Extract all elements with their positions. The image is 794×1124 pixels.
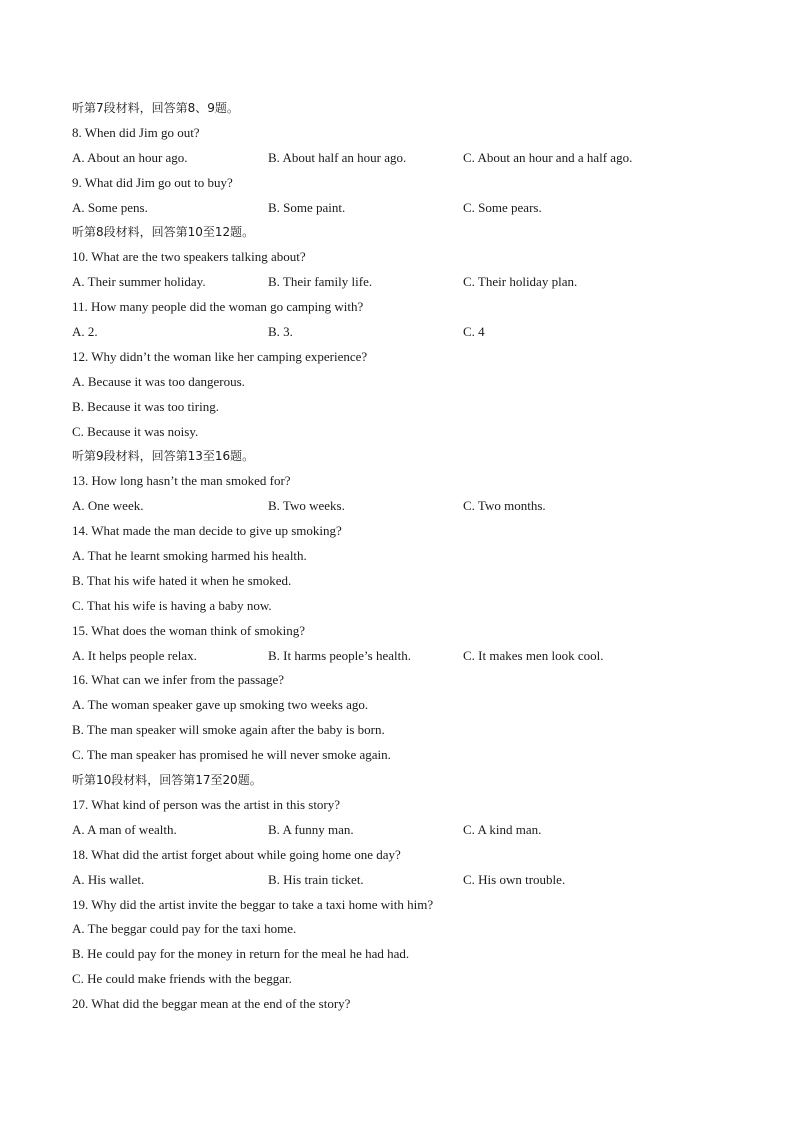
option-a: A. It helps people relax. xyxy=(72,647,197,663)
answer-option: C. The man speaker has promised he will never smoke again. xyxy=(72,747,391,763)
option-a: A. Some pens. xyxy=(72,199,148,215)
option-a: A. 2. xyxy=(72,324,98,340)
question-text: 12. Why didn’t the woman like her camping experience? xyxy=(72,348,368,364)
option-a: A. A man of wealth. xyxy=(72,821,177,837)
answer-option: B. He could pay for the money in return for the meal he had had. xyxy=(72,946,410,962)
question-text: 17. What kind of person was the artist in this story? xyxy=(72,796,341,812)
option-c: C. A kind man. xyxy=(463,821,542,837)
question-text: 20. What did the beggar mean at the end of the story? xyxy=(72,996,351,1012)
option-c: C. Their holiday plan. xyxy=(463,274,578,290)
answer-options-row xyxy=(72,818,732,843)
answer-option: B. The man speaker will smoke again after the baby is born. xyxy=(72,722,385,738)
option-a: A. Their summer holiday. xyxy=(72,274,206,290)
question-text: 11. How many people did the woman go camping with? xyxy=(72,299,364,315)
answer-option: C. That his wife is having a baby now. xyxy=(72,597,272,613)
answer-option: C. Because it was noisy. xyxy=(72,423,199,439)
question-text: 18. What did the artist forget about while going home one day? xyxy=(72,846,401,862)
answer-options-row xyxy=(72,320,732,345)
answer-option: B. That his wife hated it when he smoked. xyxy=(72,572,292,588)
section-heading: 听第10段材料，回答第17至20题。 xyxy=(72,773,262,788)
option-c: C. Two months. xyxy=(463,498,546,514)
answer-option: A. Because it was too dangerous. xyxy=(72,373,245,389)
option-b: B. Two weeks. xyxy=(268,498,345,514)
question-list xyxy=(72,96,732,1017)
answer-option: A. The beggar could pay for the taxi home. xyxy=(72,921,297,937)
option-c: C. About an hour and a half ago. xyxy=(463,149,633,165)
option-b: B. Their family life. xyxy=(268,274,373,290)
option-b: B. His train ticket. xyxy=(268,871,364,887)
option-a: A. His wallet. xyxy=(72,871,145,887)
answer-option: C. He could make friends with the beggar. xyxy=(72,971,292,987)
option-b: B. 3. xyxy=(268,324,293,340)
question-text: 8. When did Jim go out? xyxy=(72,124,200,140)
option-b: B. A funny man. xyxy=(268,821,354,837)
answer-options-row xyxy=(72,868,732,893)
section-heading: 听第9段材料，回答第13至16题。 xyxy=(72,449,255,464)
question-text: 13. How long hasn’t the man smoked for? xyxy=(72,473,291,489)
question-text: 19. Why did the artist invite the beggar to take a taxi home with him? xyxy=(72,896,434,912)
section-heading: 听第8段材料，回答第10至12题。 xyxy=(72,225,255,240)
answer-options-row xyxy=(72,196,732,221)
question-text: 9. What did Jim go out to buy? xyxy=(72,174,233,190)
answer-option: A. The woman speaker gave up smoking two weeks ago. xyxy=(72,697,369,713)
option-c: C. It makes men look cool. xyxy=(463,647,604,663)
question-text: 16. What can we infer from the passage? xyxy=(72,672,285,688)
answer-option: B. Because it was too tiring. xyxy=(72,398,219,414)
answer-options-row xyxy=(72,270,732,295)
option-c: C. 4 xyxy=(463,324,485,340)
question-text: 10. What are the two speakers talking about? xyxy=(72,249,306,265)
question-text: 14. What made the man decide to give up smoking? xyxy=(72,523,342,539)
answer-option: A. That he learnt smoking harmed his health. xyxy=(72,548,307,564)
option-c: C. His own trouble. xyxy=(463,871,566,887)
section-heading: 听第7段材料，回答第8、9题。 xyxy=(72,101,239,115)
answer-options-row xyxy=(72,644,732,669)
option-b: B. About half an hour ago. xyxy=(268,149,407,165)
question-text: 15. What does the woman think of smoking? xyxy=(72,622,306,638)
option-b: B. Some paint. xyxy=(268,199,346,215)
answer-options-row xyxy=(72,146,732,171)
option-a: A. About an hour ago. xyxy=(72,149,188,165)
option-b: B. It harms people’s health. xyxy=(268,647,411,663)
option-a: A. One week. xyxy=(72,498,144,514)
answer-options-row xyxy=(72,494,732,519)
option-c: C. Some pears. xyxy=(463,199,542,215)
